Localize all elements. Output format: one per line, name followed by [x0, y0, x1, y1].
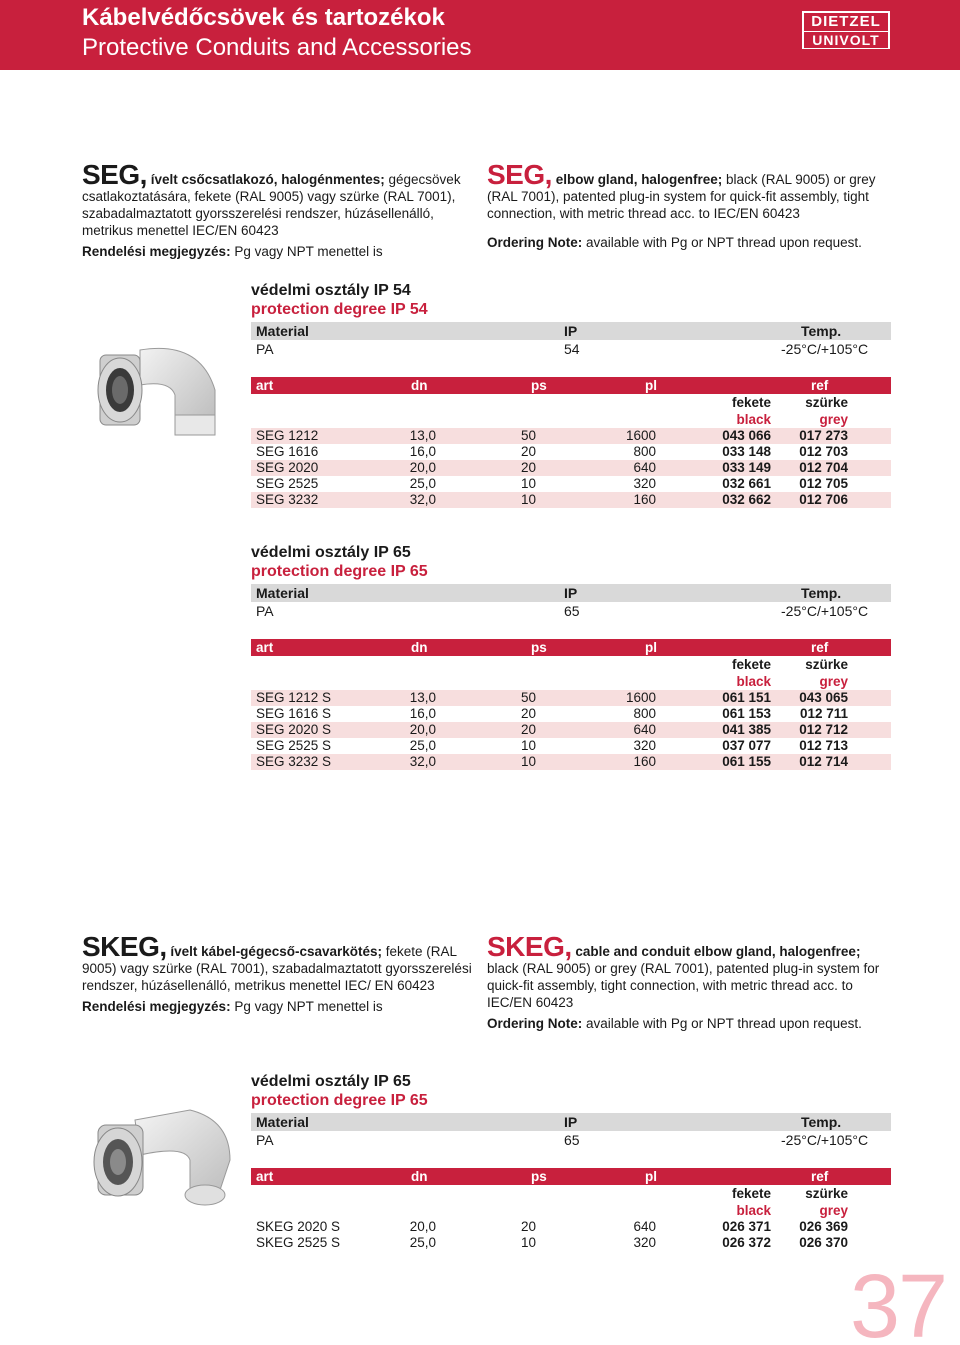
seg-description-hu	[82, 159, 482, 260]
material-header	[251, 322, 891, 340]
cell-ps: 20	[520, 722, 536, 737]
material-row	[251, 1131, 891, 1150]
cell-black: 033 148	[722, 444, 771, 459]
product-lead: cable and conduit elbow gland, halogenfree;	[575, 944, 861, 959]
product-table	[251, 1168, 891, 1251]
product-table	[251, 377, 891, 508]
cell-art: SEG 2525 S	[256, 738, 332, 753]
cell-dn: 16,0	[409, 444, 436, 459]
ip-value: 54	[564, 341, 580, 357]
brand-logo	[802, 11, 890, 49]
col-grey: grey	[819, 412, 848, 427]
col-pl: pl	[645, 640, 657, 655]
material-value: PA	[256, 603, 274, 619]
cell-black: 037 077	[722, 738, 771, 753]
cell-ps: 10	[520, 476, 536, 491]
col-art: art	[256, 640, 274, 655]
material-label: Material	[256, 585, 309, 601]
material-header	[251, 584, 891, 602]
cell-pl: 640	[633, 1219, 656, 1234]
cell-grey: 012 706	[799, 492, 848, 507]
cell-dn: 20,0	[409, 722, 436, 737]
section-title-en: protection degree IP 65	[251, 563, 428, 580]
section-ip65-seg	[251, 543, 891, 770]
logo-line2: UNIVOLT	[804, 32, 888, 48]
col-ps: ps	[531, 378, 547, 393]
cell-pl: 320	[633, 738, 656, 753]
temp-label: Temp.	[801, 323, 842, 339]
cell-black: 026 372	[722, 1235, 771, 1250]
material-row	[251, 602, 891, 621]
table-row	[251, 1235, 891, 1251]
cell-dn: 32,0	[409, 492, 436, 507]
ip-label: IP	[564, 585, 578, 601]
col-dn: dn	[411, 1169, 428, 1184]
table-header	[251, 1168, 891, 1185]
cell-dn: 13,0	[409, 428, 436, 443]
table-row	[251, 706, 891, 722]
cell-ps: 10	[520, 1235, 536, 1250]
section-title-en: protection degree IP 54	[251, 301, 428, 318]
ip-label: IP	[564, 323, 578, 339]
table-row	[251, 492, 891, 508]
cell-ps: 50	[520, 690, 536, 705]
product-code: SEG,	[487, 159, 552, 190]
col-dn: dn	[411, 640, 428, 655]
product-lead: ívelt csőcsatlakozó, halogénmentes;	[150, 172, 385, 187]
ip-label: IP	[564, 1114, 578, 1130]
cell-dn: 20,0	[409, 460, 436, 475]
product-table	[251, 639, 891, 770]
table-row	[251, 754, 891, 770]
temp-value: -25°C/+105°C	[781, 1132, 869, 1148]
cell-grey: 043 065	[799, 690, 848, 705]
product-text: black (RAL 9005) or grey (RAL 7001), patented plug-in system for quick-fit assembly, tight connection, with metric thread acc. to IEC/EN 60423	[487, 172, 876, 221]
temp-value: -25°C/+105°C	[781, 341, 869, 357]
material-label: Material	[256, 323, 309, 339]
skeg-description-hu	[82, 931, 482, 1015]
cell-ps: 50	[520, 428, 536, 443]
cell-art: SEG 2020 S	[256, 722, 332, 737]
col-pl: pl	[645, 378, 657, 393]
col-black: black	[736, 674, 771, 689]
note-text: available with Pg or NPT thread upon request.	[582, 1016, 862, 1031]
seg-elbow-gland-photo	[80, 320, 240, 440]
cell-pl: 320	[633, 1235, 656, 1250]
section-title-hu: védelmi osztály IP 54	[251, 282, 411, 299]
cell-dn: 13,0	[409, 690, 436, 705]
col-dn: dn	[411, 378, 428, 393]
table-row	[251, 428, 891, 444]
cell-dn: 25,0	[409, 1235, 436, 1250]
col-ps: ps	[531, 640, 547, 655]
col-ref: ref	[811, 640, 829, 655]
cell-black: 033 149	[722, 460, 771, 475]
cell-grey: 026 369	[799, 1219, 848, 1234]
cell-pl: 1600	[625, 690, 656, 705]
note-text: Pg vagy NPT menettel is	[230, 999, 383, 1014]
col-art: art	[256, 1169, 274, 1184]
cell-black: 032 661	[722, 476, 771, 491]
product-code: SEG,	[82, 159, 147, 190]
material-value: PA	[256, 1132, 274, 1148]
cell-dn: 32,0	[409, 754, 436, 769]
page-title-hu: Kábelvédőcsövek és tartozékok	[82, 4, 445, 31]
table-subheader	[251, 1185, 891, 1202]
cell-grey: 012 704	[799, 460, 848, 475]
cell-ps: 10	[520, 738, 536, 753]
col-black: black	[736, 412, 771, 427]
cell-pl: 160	[633, 492, 656, 507]
cell-art: SEG 3232 S	[256, 754, 332, 769]
cell-black: 043 066	[722, 428, 771, 443]
cell-dn: 25,0	[409, 738, 436, 753]
product-code: SKEG,	[487, 931, 572, 962]
table-row	[251, 738, 891, 754]
page-header	[0, 0, 960, 70]
cell-ps: 20	[520, 706, 536, 721]
cell-art: SKEG 2020 S	[256, 1219, 341, 1234]
cell-black: 026 371	[722, 1219, 771, 1234]
cell-grey: 012 705	[799, 476, 848, 491]
col-black: black	[736, 1203, 771, 1218]
col-fekete: fekete	[731, 1186, 771, 1201]
cell-grey: 012 712	[799, 722, 848, 737]
cell-ps: 20	[520, 1219, 536, 1234]
table-row	[251, 690, 891, 706]
cell-dn: 16,0	[409, 706, 436, 721]
cell-dn: 20,0	[409, 1219, 436, 1234]
col-szurke: szürke	[805, 395, 848, 410]
cell-art: SEG 2020	[256, 460, 319, 475]
product-text: gégecsövek csatlakoztatására, fekete (RAL 9005) vagy szürke (RAL 7001), szabadalmaztatott gyorsszerelési rendszer, húzásellenálló, metrikus menettel IEC/EN 60423	[82, 172, 461, 238]
section-title-hu: védelmi osztály IP 65	[251, 1073, 411, 1090]
table-row	[251, 476, 891, 492]
material-header	[251, 1113, 891, 1131]
col-art: art	[256, 378, 274, 393]
cell-art: SEG 3232	[256, 492, 319, 507]
section-ip54	[251, 281, 891, 508]
cell-art: SEG 1212 S	[256, 690, 332, 705]
cell-black: 041 385	[722, 722, 771, 737]
seg-description-en	[487, 159, 887, 251]
cell-pl: 320	[633, 476, 656, 491]
skeg-description-en	[487, 931, 887, 1032]
table-row	[251, 460, 891, 476]
product-lead: elbow gland, halogenfree;	[555, 172, 723, 187]
cell-grey: 012 713	[799, 738, 848, 753]
col-grey: grey	[819, 674, 848, 689]
note-text: Pg vagy NPT menettel is	[230, 244, 383, 259]
cell-ps: 10	[520, 492, 536, 507]
note-label: Ordering Note:	[487, 235, 583, 250]
cell-dn: 25,0	[409, 476, 436, 491]
section-ip65-skeg	[251, 1072, 891, 1251]
cell-pl: 1600	[625, 428, 656, 443]
cell-art: SEG 1616 S	[256, 706, 332, 721]
product-text: black (RAL 9005) or grey (RAL 7001), patented plug-in system for quick-fit assembly, tight connection, with metric thread acc. to IEC/EN 60423	[487, 961, 880, 1010]
cell-ps: 20	[520, 460, 536, 475]
cell-grey: 012 711	[799, 706, 848, 721]
col-grey: grey	[819, 1203, 848, 1218]
product-text: fekete (RAL 9005) vagy szürke (RAL 7001), szabadalmaztatott gyorsszerelési rendszer, húzásellenálló, metrikus menettel IEC/ EN 60423	[82, 944, 472, 993]
product-code: SKEG,	[82, 931, 167, 962]
table-row	[251, 444, 891, 460]
col-fekete: fekete	[731, 395, 771, 410]
table-row	[251, 722, 891, 738]
table-subheader	[251, 656, 891, 673]
cell-art: SEG 2525	[256, 476, 319, 491]
cell-pl: 800	[633, 444, 656, 459]
cell-art: SKEG 2525 S	[256, 1235, 341, 1250]
material-row	[251, 340, 891, 359]
cell-grey: 012 714	[799, 754, 848, 769]
cell-art: SEG 1616	[256, 444, 319, 459]
col-ps: ps	[531, 1169, 547, 1184]
material-value: PA	[256, 341, 274, 357]
logo-line1: DIETZEL	[804, 13, 888, 31]
table-subheader-en	[251, 411, 891, 428]
col-fekete: fekete	[731, 657, 771, 672]
skeg-elbow-gland-photo	[80, 1100, 240, 1230]
cell-pl: 160	[633, 754, 656, 769]
cell-grey: 012 703	[799, 444, 848, 459]
page-number: 37	[850, 1257, 947, 1345]
note-label: Rendelési megjegyzés:	[82, 244, 231, 259]
temp-value: -25°C/+105°C	[781, 603, 869, 619]
product-lead: ívelt kábel-gégecső-csavarkötés;	[170, 944, 383, 959]
table-header	[251, 639, 891, 656]
note-text: available with Pg or NPT thread upon request.	[582, 235, 862, 250]
section-title-hu: védelmi osztály IP 65	[251, 544, 411, 561]
col-ref: ref	[811, 1169, 829, 1184]
cell-ps: 20	[520, 444, 536, 459]
cell-grey: 017 273	[799, 428, 848, 443]
table-subheader-en	[251, 1202, 891, 1219]
ip-value: 65	[564, 1132, 580, 1148]
cell-black: 061 151	[722, 690, 771, 705]
page-title-en: Protective Conduits and Accessories	[82, 34, 472, 61]
col-szurke: szürke	[805, 657, 848, 672]
temp-label: Temp.	[801, 585, 842, 601]
section-title-en: protection degree IP 65	[251, 1092, 428, 1109]
col-ref: ref	[811, 378, 829, 393]
cell-black: 061 153	[722, 706, 771, 721]
cell-black: 032 662	[722, 492, 771, 507]
cell-art: SEG 1212	[256, 428, 319, 443]
note-label: Rendelési megjegyzés:	[82, 999, 231, 1014]
cell-ps: 10	[520, 754, 536, 769]
col-pl: pl	[645, 1169, 657, 1184]
cell-black: 061 155	[722, 754, 771, 769]
table-subheader	[251, 394, 891, 411]
cell-grey: 026 370	[799, 1235, 848, 1250]
material-label: Material	[256, 1114, 309, 1130]
table-row	[251, 1219, 891, 1235]
ip-value: 65	[564, 603, 580, 619]
table-header	[251, 377, 891, 394]
note-label: Ordering Note:	[487, 1016, 583, 1031]
cell-pl: 640	[633, 722, 656, 737]
cell-pl: 640	[633, 460, 656, 475]
table-subheader-en	[251, 673, 891, 690]
col-szurke: szürke	[805, 1186, 848, 1201]
temp-label: Temp.	[801, 1114, 842, 1130]
cell-pl: 800	[633, 706, 656, 721]
